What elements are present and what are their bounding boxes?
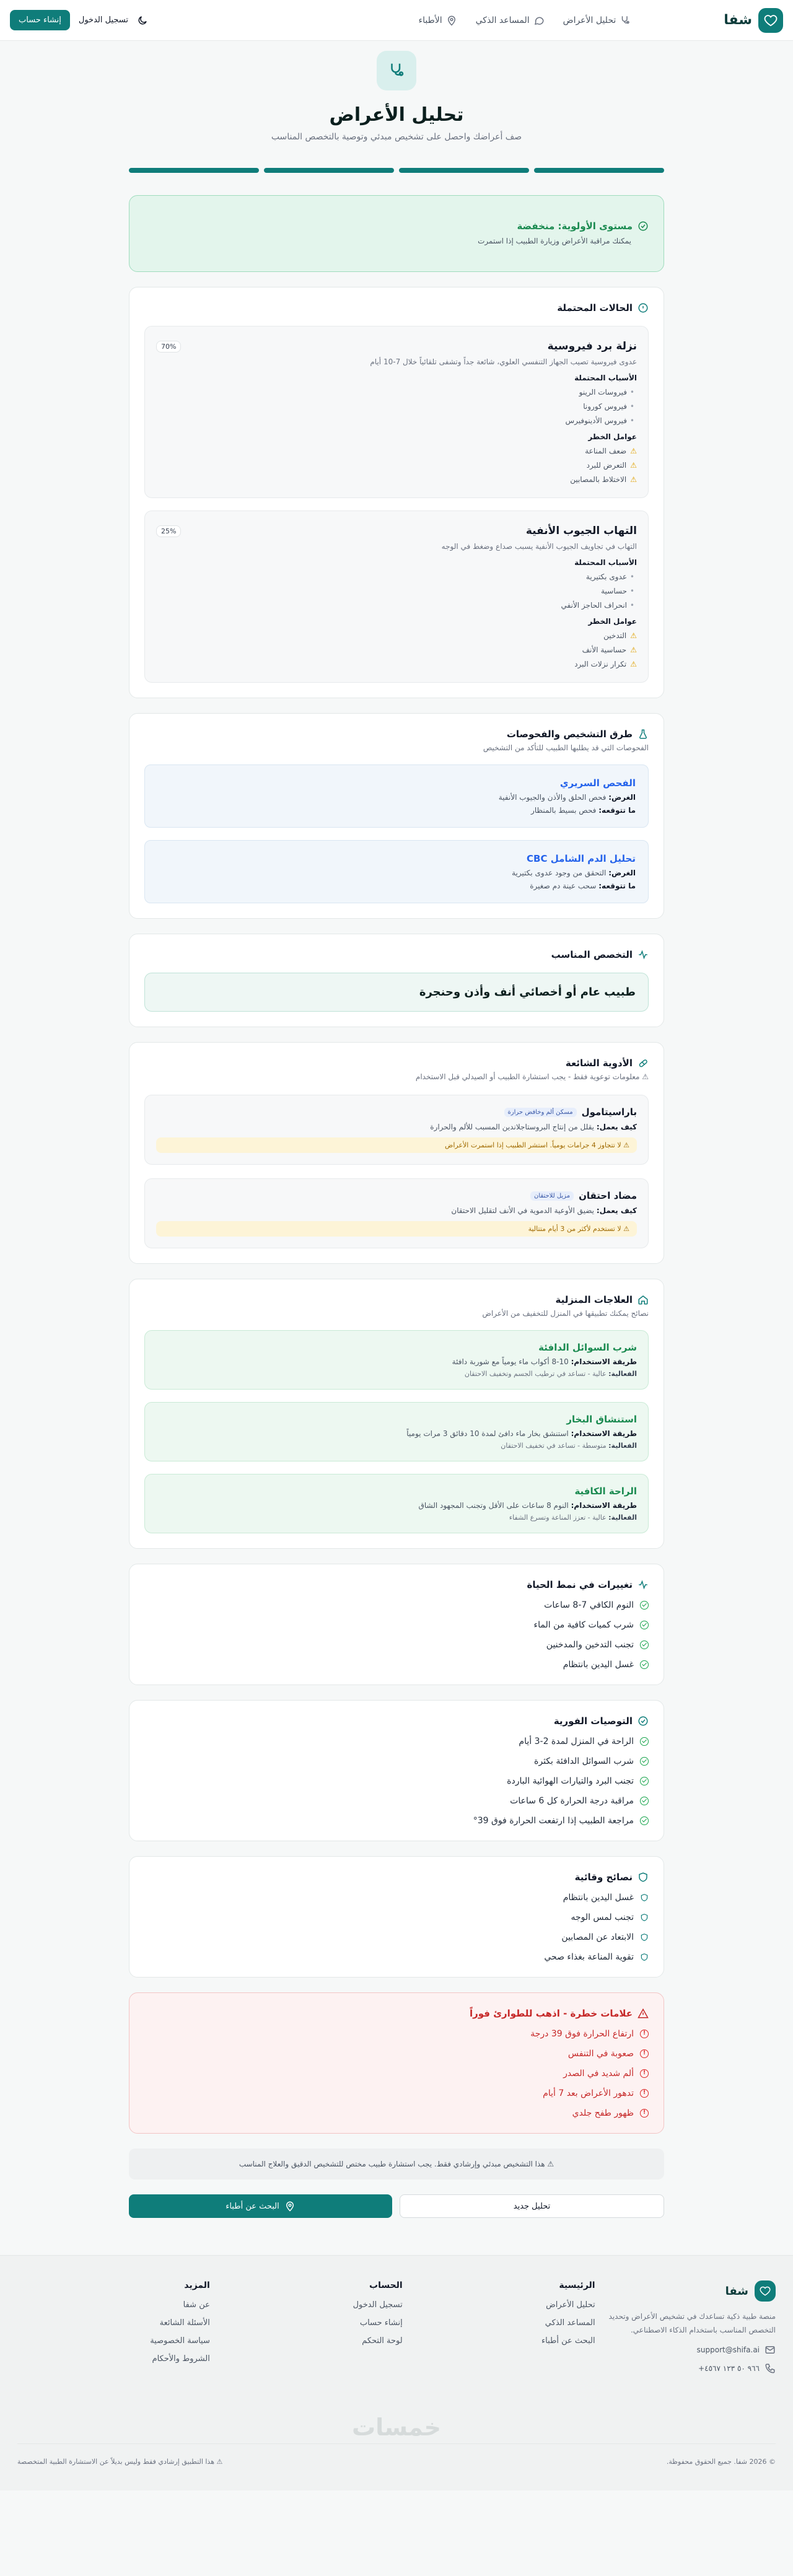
condition-item: [144, 510, 649, 683]
check-icon: [640, 1757, 649, 1766]
condition-desc: التهاب في تجاويف الجيوب الأنفية يسبب صداع وضغط في الوجه: [441, 542, 637, 551]
new-analysis-button[interactable]: تحليل جديد: [400, 2194, 664, 2218]
lifestyle-card: [129, 1564, 664, 1685]
progress-step: [264, 168, 394, 173]
check-icon: [640, 1621, 649, 1629]
causes-heading: الأسباب المحتملة: [574, 558, 637, 567]
lifestyle-item: غسل اليدين بانتظام: [144, 1660, 649, 1670]
heart-logo-icon: [758, 8, 783, 33]
footer-link[interactable]: سياسة الخصوصية: [150, 2336, 210, 2346]
medication-tag: مسكن ألم وخافض حرارة: [504, 1108, 577, 1117]
medications-title: الأدوية الشائعة: [565, 1058, 633, 1069]
medication-tag: مزيل للاحتقان: [530, 1191, 574, 1201]
remedies-card: [129, 1279, 664, 1549]
nav-smart-assistant[interactable]: [476, 15, 545, 26]
check-icon: [640, 1777, 649, 1785]
cause-item: • انحراف الحاجز الأنفي: [156, 601, 637, 610]
shield-icon: [640, 1933, 649, 1942]
danger-item: ! ارتفاع الحرارة فوق 39 درجة: [144, 2029, 649, 2039]
progress-step: [534, 168, 664, 173]
activity-icon: [637, 949, 649, 960]
medication-name: مضاد احتقان: [579, 1190, 637, 1201]
footer-note: ⚠ هذا التطبيق إرشادي فقط وليس بديلاً عن الاستشارة الطبية المتخصصة: [17, 2458, 223, 2466]
moon-icon[interactable]: [137, 15, 148, 26]
alert-circle-icon: [640, 2109, 649, 2118]
medications-card: [129, 1042, 664, 1264]
tests-title: طرق التشخيص والفحوصات: [506, 729, 633, 740]
check-icon: [640, 1797, 649, 1805]
lifestyle-item: شرب كميات كافية من الماء: [144, 1620, 649, 1630]
test-name: الفحص السريري: [559, 778, 636, 789]
medication-name: باراسيتامول: [581, 1106, 637, 1118]
tests-subtitle: الفحوصات التي قد يطلبها الطبيب للتأكد من التشخيص: [483, 743, 649, 752]
footer-link[interactable]: البحث عن أطباء: [541, 2336, 595, 2346]
footer-about: منصة طبية ذكية تساعدك في تشخيص الأعراض وتحديد التخصص المناسب باستخدام الذكاء الاصطناعي.: [608, 2312, 776, 2334]
footer-link[interactable]: تحليل الأعراض: [546, 2300, 595, 2310]
stethoscope-icon: [377, 51, 416, 90]
risk-item: ⚠ التعرض للبرد: [586, 461, 637, 470]
signup-button[interactable]: إنشاء حساب: [10, 10, 70, 30]
check-circle-icon: [637, 1715, 649, 1727]
warning-icon: ⚠: [630, 475, 637, 484]
progress-step: [399, 168, 529, 173]
danger-item: ! صعوبة في التنفس: [144, 2049, 649, 2059]
remedy-item: الراحة الكافية طريقة الاستخدام: النوم 8 ساعات على الأقل وتجنب المجهود الشاق الفعالية: عالية - تعزز المناعة وتسرع الشفاء: [144, 1474, 649, 1533]
nav-label: الأطباء: [418, 15, 442, 25]
danger-signs-card: [129, 1992, 664, 2134]
brand[interactable]: [724, 8, 783, 33]
footer-brand: [595, 2280, 776, 2374]
stethoscope-icon: [620, 15, 631, 26]
priority-title: مستوى الأولوية: منخفضة: [517, 221, 633, 232]
probability-badge: 70%: [156, 341, 181, 353]
brand-name: شفا: [724, 12, 752, 28]
footer-link[interactable]: إنشاء حساب: [359, 2318, 403, 2328]
info-circle-icon: [637, 302, 649, 313]
shield-icon: [640, 1953, 649, 1961]
shield-icon: [640, 1913, 649, 1922]
remedy-item: شرب السوائل الدافئة طريقة الاستخدام: 10-8 أكواب ماء يومياً مع شوربة دافئة الفعالية: عالية - تساعد في ترطيب الجسم وتخفيف الاحتقان: [144, 1330, 649, 1390]
progress-step: [129, 168, 259, 173]
probability-badge: 25%: [156, 525, 181, 537]
nav-symptom-analysis[interactable]: [563, 15, 631, 26]
page-subtitle: صف أعراضك واحصل على تشخيص مبدئي وتوصية بالتخصص المناسب: [271, 132, 522, 142]
medication-item: باراسيتامول مسكن ألم وخافض حرارة كيف يعمل: يقلل من إنتاج البروستاجلاندين المسبب للألم والحرارة ⚠ لا تتجاوز 4 جرامات يومياً. استشر الطبيب إذا استمرت الأعراض: [144, 1095, 649, 1165]
footer-bottom: [17, 2443, 776, 2466]
lifestyle-title: تغييرات في نمط الحياة: [527, 1579, 633, 1590]
watermark: خمسات: [352, 2414, 441, 2441]
conditions-card: [129, 287, 664, 698]
remedies-title: العلاجات المنزلية: [555, 1294, 633, 1305]
page-title: تحليل الأعراض: [329, 104, 464, 126]
medication-warning: ⚠ لا تستخدم لأكثر من 3 أيام متتالية: [156, 1221, 637, 1237]
cause-item: • حساسية: [156, 587, 637, 595]
progress-steps: [129, 168, 664, 173]
cause-item: • عدوى بكتيرية: [156, 572, 637, 581]
nav-label: المساعد الذكي: [475, 15, 530, 25]
specialty-card: [129, 934, 664, 1027]
risk-item: ⚠ ضعف المناعة: [585, 447, 637, 455]
test-item: الفحص السريري الغرض: فحص الحلق والأذن والجيوب الأنفية ما تتوقعه: فحص بسيط بالمنظار: [144, 764, 649, 828]
result-actions: [129, 2194, 664, 2218]
test-name: تحليل الدم الشامل CBC: [527, 853, 636, 864]
warning-icon: ⚠: [630, 631, 637, 640]
main-nav: [419, 15, 631, 26]
remedy-name: الراحة الكافية: [574, 1486, 637, 1497]
condition-desc: عدوى فيروسية تصيب الجهاز التنفسي العلوي، شائعة جداً وتشفى تلقائياً خلال 7-10 أيام: [370, 357, 637, 366]
danger-item: ! تدهور الأعراض بعد 7 أيام: [144, 2088, 649, 2098]
prevention-item: غسل اليدين بانتظام: [144, 1893, 649, 1903]
footer-link[interactable]: الأسئلة الشائعة: [159, 2318, 210, 2328]
alert-circle-icon: [640, 2069, 649, 2078]
check-circle-icon: [637, 221, 649, 232]
recommendation-item: مراجعة الطبيب إذا ارتفعت الحرارة فوق 39°: [144, 1816, 649, 1826]
specialty-title: التخصص المناسب: [551, 949, 633, 960]
prevention-title: نصائح وقائية: [574, 1872, 633, 1883]
condition-item: [144, 326, 649, 498]
risk-item: ⚠ التدخين: [603, 631, 637, 640]
alert-circle-icon: [640, 2049, 649, 2058]
risk-item: ⚠ تكرار نزلات البرد: [574, 660, 637, 668]
recommendation-item: شرب السوائل الدافئة بكثرة: [144, 1756, 649, 1766]
risks-heading: عوامل الخطر: [588, 617, 637, 626]
alert-circle-icon: [640, 2089, 649, 2098]
home-icon: [637, 1294, 649, 1305]
heart-logo-icon: [755, 2280, 776, 2302]
condition-name: التهاب الجيوب الأنفية: [525, 525, 637, 537]
remedies-subtitle: نصائح يمكنك تطبيقها في المنزل للتخفيف من الأعراض: [482, 1309, 649, 1318]
immediate-card: [129, 1700, 664, 1841]
phone-icon: [765, 2363, 776, 2374]
tests-card: [129, 713, 664, 919]
medications-subtitle: ⚠ معلومات توعوية فقط - يجب استشارة الطبيب أو الصيدلي قبل الاستخدام: [415, 1072, 649, 1081]
activity-icon: [637, 1579, 649, 1590]
footer-col-main: الرئيسية تحليل الأعراض المساعد الذكي البحث عن أطباء: [403, 2280, 595, 2374]
disclaimer: ⚠ هذا التشخيص مبدئي وإرشادي فقط. يجب استشارة طبيب مختص للتشخيص الدقيق والعلاج المناسب: [129, 2149, 664, 2180]
mail-icon: [765, 2344, 776, 2355]
header-actions: [10, 10, 148, 30]
conditions-title: الحالات المحتملة: [557, 302, 633, 313]
copyright: © 2026 شفا. جميع الحقوق محفوظة.: [666, 2458, 776, 2466]
footer-link[interactable]: الشروط والأحكام: [152, 2354, 210, 2364]
risks-heading: عوامل الخطر: [588, 432, 637, 441]
pill-icon: [637, 1058, 649, 1069]
top-header: [0, 0, 793, 41]
hero: [129, 41, 664, 173]
main-content: [129, 41, 664, 2218]
risk-item: ⚠ حساسية الأنف: [582, 646, 637, 654]
shield-icon: [640, 1893, 649, 1902]
shield-icon: [637, 1872, 649, 1883]
location-pin-icon: [284, 2201, 296, 2212]
cause-item: • فيروس كورونا: [156, 402, 637, 411]
login-button[interactable]: تسجيل الدخول: [78, 15, 128, 25]
check-icon: [640, 1660, 649, 1669]
condition-name: نزلة برد فيروسية: [547, 340, 637, 353]
prevention-card: [129, 1856, 664, 1978]
lifestyle-item: تجنب التدخين والمدخنين: [144, 1640, 649, 1650]
test-item: تحليل الدم الشامل CBC الغرض: التحقق من وجود عدوى بكتيرية ما تتوقعه: سحب عينة دم صغيرة: [144, 840, 649, 903]
location-pin-icon: [446, 15, 457, 26]
danger-title: علامات خطرة - اذهب للطوارئ فوراً: [470, 2008, 633, 2019]
warning-icon: ⚠: [630, 447, 637, 455]
cause-item: • فيروسات الرينو: [156, 388, 637, 396]
footer-brand-name: شفا: [725, 2284, 748, 2298]
prevention-item: الابتعاد عن المصابين: [144, 1932, 649, 1942]
danger-item: ! ألم شديد في الصدر: [144, 2069, 649, 2079]
remedy-item: استنشاق البخار طريقة الاستخدام: استنشق بخار ماء دافئ لمدة 10 دقائق 3 مرات يومياً الفعالية: متوسطة - تساعد في تخفيف الاحتقان: [144, 1402, 649, 1461]
nav-label: تحليل الأعراض: [563, 15, 616, 25]
remedy-name: شرب السوائل الدافئة: [538, 1342, 637, 1353]
medication-warning: ⚠ لا تتجاوز 4 جرامات يومياً. استشر الطبيب إذا استمرت الأعراض: [156, 1137, 637, 1153]
footer: [0, 2255, 793, 2491]
immediate-title: التوصيات الفورية: [553, 1715, 633, 1727]
recommendation-item: تجنب البرد والتيارات الهوائية الباردة: [144, 1776, 649, 1786]
priority-text: يمكنك مراقبة الأعراض وزيارة الطبيب إذا استمرت: [478, 237, 631, 245]
cause-item: • فيروس الأدينوفيرس: [156, 416, 637, 425]
alert-circle-icon: [640, 2030, 649, 2038]
lifestyle-item: النوم الكافي 7-8 ساعات: [144, 1600, 649, 1610]
warning-icon: ⚠: [630, 461, 637, 470]
medication-item: مضاد احتقان مزيل للاحتقان كيف يعمل: يضيق الأوعية الدموية في الأنف لتقليل الاحتقان ⚠ لا تستخدم لأكثر من 3 أيام متتالية: [144, 1178, 649, 1248]
causes-heading: الأسباب المحتملة: [574, 374, 637, 382]
warning-icon: ⚠: [630, 646, 637, 654]
check-icon: [640, 1601, 649, 1610]
footer-link[interactable]: تسجيل الدخول: [353, 2300, 403, 2310]
check-icon: [640, 1737, 649, 1746]
recommendation-item: الراحة في المنزل لمدة 2-3 أيام: [144, 1737, 649, 1746]
footer-col-account: الحساب تسجيل الدخول إنشاء حساب لوحة التحكم: [210, 2280, 403, 2374]
flask-icon: [637, 729, 649, 740]
find-doctors-button[interactable]: البحث عن أطباء: [129, 2194, 392, 2218]
warning-icon: ⚠: [630, 660, 637, 668]
footer-email[interactable]: support@shifa.ai: [595, 2344, 776, 2355]
remedy-name: استنشاق البخار: [566, 1414, 637, 1425]
prevention-item: تقوية المناعة بغذاء صحي: [144, 1952, 649, 1962]
chat-icon: [533, 15, 545, 26]
nav-doctors[interactable]: [419, 15, 457, 26]
danger-item: ! ظهور طفح جلدي: [144, 2108, 649, 2118]
check-icon: [640, 1816, 649, 1825]
footer-phone[interactable]: +٩٦٦ ٥٠ ١٢٣ ٤٥٦٧: [595, 2363, 776, 2374]
alert-triangle-icon: [637, 2008, 649, 2019]
recommendation-item: مراقبة درجة الحرارة كل 6 ساعات: [144, 1796, 649, 1806]
footer-col-more: المزيد عن شفا الأسئلة الشائعة سياسة الخصوصية الشروط والأحكام: [17, 2280, 210, 2374]
risk-item: ⚠ الاختلاط بالمصابين: [570, 475, 637, 484]
footer-link[interactable]: المساعد الذكي: [545, 2318, 595, 2328]
specialty-value: طبيب عام أو أخصائي أنف وأذن وحنجرة: [144, 973, 649, 1012]
footer-link[interactable]: عن شفا: [183, 2300, 210, 2310]
check-icon: [640, 1641, 649, 1649]
priority-banner: [129, 195, 664, 272]
prevention-item: تجنب لمس الوجه: [144, 1912, 649, 1922]
footer-link[interactable]: لوحة التحكم: [362, 2336, 403, 2346]
